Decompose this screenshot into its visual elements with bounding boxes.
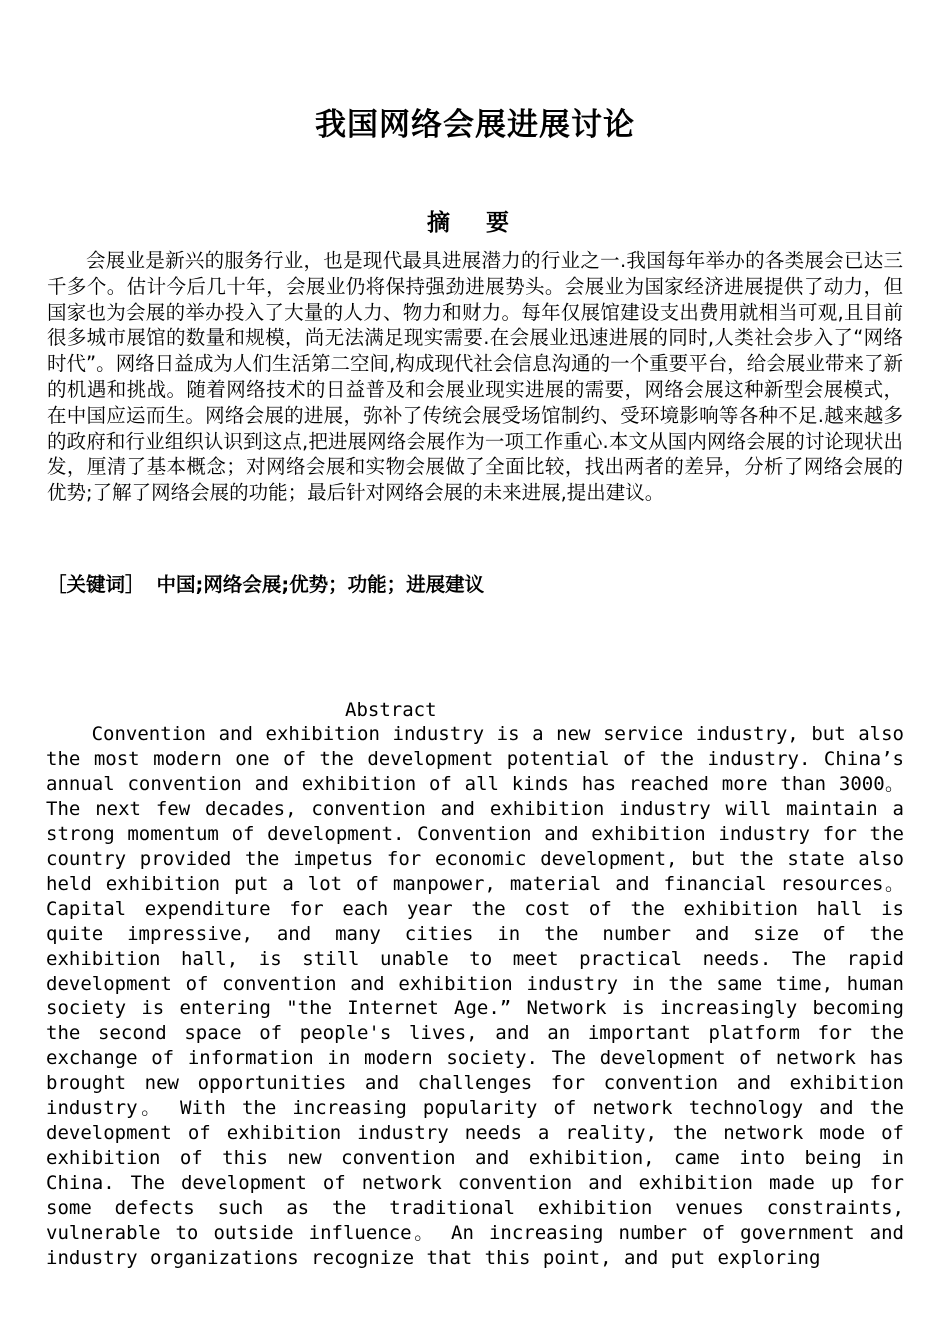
keywords-list: 中国;网络会展;优势；功能；进展建议 [156,573,485,596]
abstract-body-en: Convention and exhibition industry is a new service industry, but also the most modern one of the development potential of the industry. China’s annual convention and exhibition of all kinds has reached more than 3000。 The next few decades, convention and exhibition industry will maintain a strong momentum of development. Convention and exhibition industry for the country provided the impetus for economic development, but the state also held exhibition put a lot of manpower, material and financial resources。 Capital expenditure for each year the cost of the exhibition hall is quite impressive, and many cities in the number and size of the exhibition hall, is still unable to meet practical needs. The rapid development of convention and exhibition industry in the same time, human society is entering "the Internet Age.” Network is increasingly becoming the second space of people's lives, and an important platform for the exchange of information in modern society. The development of network has brought new opportunities and challenges for convention and exhibition industry。 With the increasing popularity of network technology and the development of exhibition industry needs a reality, the network mode of exhibition of this new convention and exhibition, came into being in China. The development of network convention and exhibition made up for some defects such as the traditional exhibition venues constraints, vulnerable to outside influence。 An increasing number of government and industry organizations recognize that this point, and put exploring [46,723,904,1270]
keywords-label: ［关键词］ [47,573,145,596]
page-title: 我国网络会展进展讨论 [315,107,635,143]
abstract-heading-cn: 摘 要 [426,209,523,236]
keywords-line [47,571,903,599]
abstract-body-cn: 会展业是新兴的服务行业，也是现代最具进展潜力的行业之一.我国每年举办的各类展会已达三千多个。估计今后几十年，会展业仍将保持强劲进展势头。会展业为国家经济进展提供了动力，但国家也为会展的举办投入了大量的人力、物力和财力。每年仅展馆建设支出费用就相当可观,且目前很多城市展馆的数量和规模，尚无法满足现实需要.在会展业迅速进展的同时,人类社会步入了“网络时代”。网络日益成为人们生活第二空间,构成现代社会信息沟通的一个重要平台，给会展业带来了新的机遇和挑战。随着网络技术的日益普及和会展业现实进展的需要，网络会展这种新型会展模式，在中国应运而生。网络会展的进展，弥补了传统会展受场馆制约、受环境影响等各种不足.越来越多的政府和行业组织认识到这点,把进展网络会展作为一项工作重心.本文从国内网络会展的讨论现状出发，厘清了基本概念；对网络会展和实物会展做了全面比较，找出两者的差异，分析了网络会展的优势;了解了网络会展的功能；最后针对网络会展的未来进展,提出建议。 [47,249,903,505]
abstract-heading-en: Abstract [345,699,437,721]
